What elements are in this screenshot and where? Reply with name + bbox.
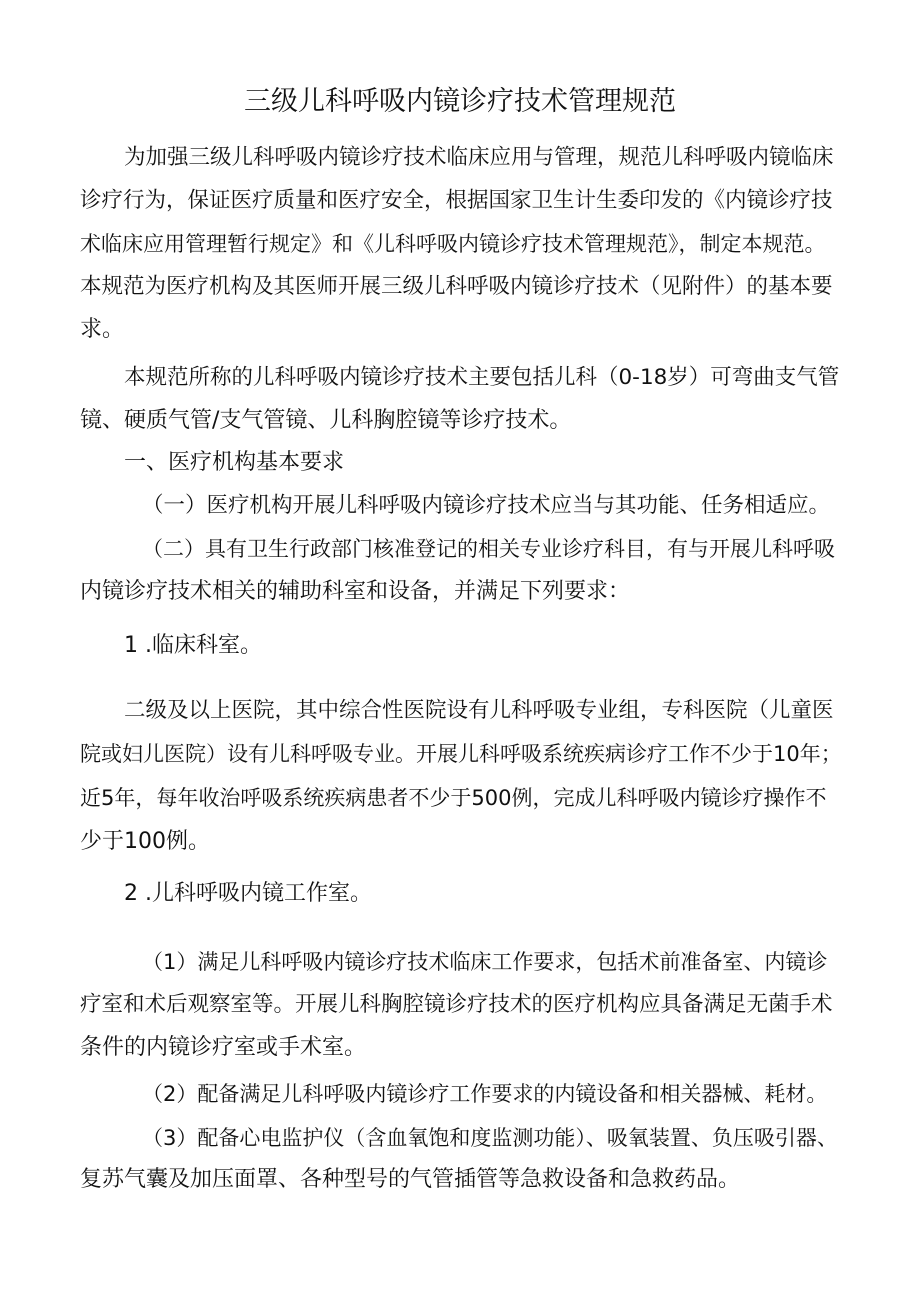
subheading: 1 .临床科室。 xyxy=(124,633,262,658)
paragraph-line: （1）满足儿科呼吸内镜诊疗技术临床工作要求，包括术前准备室、内镜诊 xyxy=(142,950,828,974)
paragraph-line: 镜、硬质气管/支气管镜、儿科胸腔镜等诊疗技术。 xyxy=(80,408,572,433)
paragraph-line: 内镜诊疗技术相关的辅助科室和设备，并满足下列要求： xyxy=(80,579,631,604)
paragraph-line: 二级及以上医院，其中综合性医院设有儿科呼吸专业组，专科医院（儿童医 xyxy=(124,698,834,723)
paragraph-line: 少于100例。 xyxy=(80,829,210,854)
subheading: 2 .儿科呼吸内镜工作室。 xyxy=(124,881,372,906)
paragraph-line: （2）配备满足儿科呼吸内镜诊疗工作要求的内镜设备和相关器械、耗材。 xyxy=(142,1082,828,1106)
document-title: 三级儿科呼吸内镜诊疗技术管理规范 xyxy=(244,86,676,117)
paragraph-line: 条件的内镜诊疗室或手术室。 xyxy=(80,1035,367,1060)
paragraph-line: 诊疗行为，保证医疗质量和医疗安全，根据国家卫生计生委印发的《内镜诊疗技 xyxy=(80,188,833,213)
paragraph-line: （3）配备心电监护仪（含血氧饱和度监测功能）、吸氧装置、负压吸引器、 xyxy=(142,1126,838,1150)
paragraph-line: （一）医疗机构开展儿科呼吸内镜诊疗技术应当与其功能、任务相适应。 xyxy=(142,493,831,518)
paragraph-line: 院或妇儿医院）设有儿科呼吸专业。开展儿科呼吸系统疾病诊疗工作不少于10年； xyxy=(80,742,842,766)
paragraph-line: 本规范所称的儿科呼吸内镜诊疗技术主要包括儿科（0-18岁）可弯曲支气管 xyxy=(124,365,840,390)
paragraph-line: （二）具有卫生行政部门核准登记的相关专业诊疗科目，有与开展儿科呼吸 xyxy=(142,537,835,561)
paragraph-line: 疗室和术后观察室等。开展儿科胸腔镜诊疗技术的医疗机构应具备满足无菌手术 xyxy=(80,992,833,1017)
section-heading: 一、医疗机构基本要求 xyxy=(124,450,345,475)
paragraph-line: 术临床应用管理暂行规定》和《儿科呼吸内镜诊疗技术管理规范》，制定本规范。 xyxy=(80,232,826,256)
paragraph-line: 近5年，每年收治呼吸系统疾病患者不少于500例，完成儿科呼吸内镜诊疗操作不 xyxy=(80,786,827,810)
paragraph-line: 本规范为医疗机构及其医师开展三级儿科呼吸内镜诊疗技术（见附件）的基本要 xyxy=(80,274,833,299)
paragraph-line: 为加强三级儿科呼吸内镜诊疗技术临床应用与管理，规范儿科呼吸内镜临床 xyxy=(124,145,834,170)
paragraph-line: 求。 xyxy=(80,317,125,342)
paragraph-line: 复苏气囊及加压面罩、各种型号的气管插管等急救设备和急救药品。 xyxy=(80,1167,741,1192)
